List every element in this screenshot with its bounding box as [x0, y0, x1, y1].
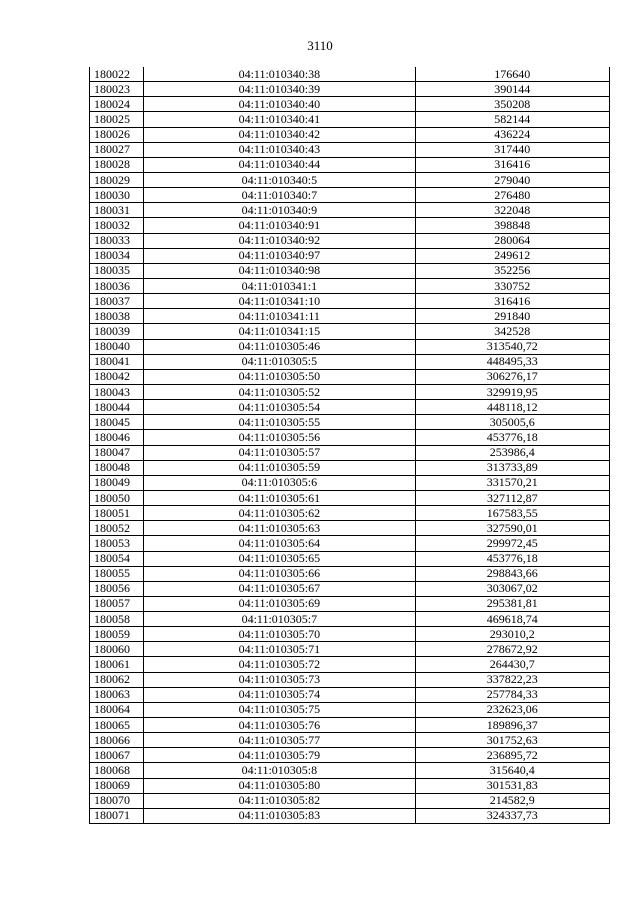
row-number-cell: 180046 [90, 430, 144, 445]
cadastral-number-cell: 04:11:010305:75 [144, 702, 416, 717]
cadastral-number-cell: 04:11:010341:10 [144, 294, 416, 309]
row-number-cell: 180049 [90, 475, 144, 490]
table-row [90, 369, 610, 384]
row-number-cell: 180057 [90, 596, 144, 611]
table-row [90, 233, 610, 248]
value-cell: 313540,72 [415, 339, 609, 354]
value-cell: 448495,33 [415, 354, 609, 369]
cadastral-number-cell: 04:11:010340:5 [144, 172, 416, 187]
table-row [90, 702, 610, 717]
cadastral-number-cell: 04:11:010305:7 [144, 612, 416, 627]
table-row [90, 218, 610, 233]
value-cell: 305005,6 [415, 415, 609, 430]
cadastral-number-cell: 04:11:010305:8 [144, 763, 416, 778]
cadastral-number-cell: 04:11:010305:55 [144, 415, 416, 430]
value-cell: 398848 [415, 218, 609, 233]
value-cell: 327590,01 [415, 521, 609, 536]
row-number-cell: 180062 [90, 672, 144, 687]
cadastral-number-cell: 04:11:010305:66 [144, 566, 416, 581]
table-row [90, 536, 610, 551]
row-number-cell: 180064 [90, 702, 144, 717]
row-number-cell: 180024 [90, 97, 144, 112]
cadastral-number-cell: 04:11:010305:5 [144, 354, 416, 369]
row-number-cell: 180038 [90, 309, 144, 324]
table-row [90, 82, 610, 97]
row-number-cell: 180041 [90, 354, 144, 369]
cadastral-number-cell: 04:11:010305:59 [144, 460, 416, 475]
table-row [90, 188, 610, 203]
row-number-cell: 180069 [90, 778, 144, 793]
cadastral-number-cell: 04:11:010305:61 [144, 490, 416, 505]
row-number-cell: 180027 [90, 142, 144, 157]
table-row [90, 309, 610, 324]
table-row [90, 748, 610, 763]
value-cell: 306276,17 [415, 369, 609, 384]
row-number-cell: 180061 [90, 657, 144, 672]
value-cell: 317440 [415, 142, 609, 157]
cadastral-number-cell: 04:11:010305:77 [144, 733, 416, 748]
table-row [90, 778, 610, 793]
cadastral-number-cell: 04:11:010305:56 [144, 430, 416, 445]
cadastral-number-cell: 04:11:010341:1 [144, 278, 416, 293]
row-number-cell: 180034 [90, 248, 144, 263]
table-row [90, 415, 610, 430]
table-row [90, 475, 610, 490]
cadastral-number-cell: 04:11:010340:92 [144, 233, 416, 248]
value-cell: 313733,89 [415, 460, 609, 475]
value-cell: 232623,06 [415, 702, 609, 717]
table-row [90, 612, 610, 627]
value-cell: 214582,9 [415, 793, 609, 808]
row-number-cell: 180050 [90, 490, 144, 505]
row-number-cell: 180028 [90, 157, 144, 172]
value-cell: 436224 [415, 127, 609, 142]
value-cell: 176640 [415, 67, 609, 82]
row-number-cell: 180036 [90, 278, 144, 293]
table-row [90, 718, 610, 733]
cadastral-number-cell: 04:11:010305:6 [144, 475, 416, 490]
row-number-cell: 180052 [90, 521, 144, 536]
table-row [90, 339, 610, 354]
value-cell: 453776,18 [415, 551, 609, 566]
row-number-cell: 180029 [90, 172, 144, 187]
cadastral-number-cell: 04:11:010305:82 [144, 793, 416, 808]
row-number-cell: 180039 [90, 324, 144, 339]
table-row [90, 627, 610, 642]
row-number-cell: 180056 [90, 581, 144, 596]
row-number-cell: 180059 [90, 627, 144, 642]
value-cell: 327112,87 [415, 490, 609, 505]
table-row [90, 248, 610, 263]
cadastral-number-cell: 04:11:010305:76 [144, 718, 416, 733]
row-number-cell: 180051 [90, 506, 144, 521]
data-table [89, 67, 610, 824]
table-row [90, 490, 610, 505]
row-number-cell: 180044 [90, 400, 144, 415]
value-cell: 331570,21 [415, 475, 609, 490]
value-cell: 330752 [415, 278, 609, 293]
value-cell: 291840 [415, 309, 609, 324]
value-cell: 342528 [415, 324, 609, 339]
row-number-cell: 180042 [90, 369, 144, 384]
cadastral-number-cell: 04:11:010340:41 [144, 112, 416, 127]
cadastral-number-cell: 04:11:010341:15 [144, 324, 416, 339]
row-number-cell: 180031 [90, 203, 144, 218]
value-cell: 448118,12 [415, 400, 609, 415]
cadastral-number-cell: 04:11:010340:44 [144, 157, 416, 172]
row-number-cell: 180068 [90, 763, 144, 778]
cadastral-number-cell: 04:11:010340:7 [144, 188, 416, 203]
table-row [90, 763, 610, 778]
row-number-cell: 180035 [90, 263, 144, 278]
cadastral-number-cell: 04:11:010305:83 [144, 808, 416, 823]
table-row [90, 142, 610, 157]
row-number-cell: 180055 [90, 566, 144, 581]
row-number-cell: 180037 [90, 294, 144, 309]
row-number-cell: 180054 [90, 551, 144, 566]
row-number-cell: 180045 [90, 415, 144, 430]
row-number-cell: 180063 [90, 687, 144, 702]
table-row [90, 97, 610, 112]
value-cell: 316416 [415, 157, 609, 172]
table-row [90, 521, 610, 536]
table-row [90, 566, 610, 581]
value-cell: 278672,92 [415, 642, 609, 657]
cadastral-number-cell: 04:11:010305:72 [144, 657, 416, 672]
value-cell: 236895,72 [415, 748, 609, 763]
value-cell: 316416 [415, 294, 609, 309]
cadastral-number-cell: 04:11:010305:62 [144, 506, 416, 521]
cadastral-number-cell: 04:11:010340:42 [144, 127, 416, 142]
cadastral-number-cell: 04:11:010340:43 [144, 142, 416, 157]
table-row [90, 581, 610, 596]
value-cell: 390144 [415, 82, 609, 97]
row-number-cell: 180053 [90, 536, 144, 551]
value-cell: 253986,4 [415, 445, 609, 460]
value-cell: 352256 [415, 263, 609, 278]
value-cell: 280064 [415, 233, 609, 248]
value-cell: 257784,33 [415, 687, 609, 702]
row-number-cell: 180023 [90, 82, 144, 97]
value-cell: 301752,63 [415, 733, 609, 748]
value-cell: 299972,45 [415, 536, 609, 551]
table-row [90, 793, 610, 808]
table-row [90, 733, 610, 748]
cadastral-number-cell: 04:11:010305:57 [144, 445, 416, 460]
row-number-cell: 180033 [90, 233, 144, 248]
value-cell: 189896,37 [415, 718, 609, 733]
cadastral-number-cell: 04:11:010340:38 [144, 67, 416, 82]
value-cell: 324337,73 [415, 808, 609, 823]
cadastral-number-cell: 04:11:010305:73 [144, 672, 416, 687]
table-row [90, 400, 610, 415]
cadastral-number-cell: 04:11:010340:98 [144, 263, 416, 278]
table-body [90, 67, 610, 824]
table-row [90, 460, 610, 475]
table-row [90, 657, 610, 672]
cadastral-number-cell: 04:11:010305:65 [144, 551, 416, 566]
table-row [90, 642, 610, 657]
cadastral-number-cell: 04:11:010305:70 [144, 627, 416, 642]
row-number-cell: 180058 [90, 612, 144, 627]
row-number-cell: 180070 [90, 793, 144, 808]
cadastral-number-cell: 04:11:010340:39 [144, 82, 416, 97]
cadastral-number-cell: 04:11:010305:63 [144, 521, 416, 536]
table-row [90, 384, 610, 399]
page-number: 3110 [307, 38, 333, 53]
value-cell: 264430,7 [415, 657, 609, 672]
cadastral-number-cell: 04:11:010305:69 [144, 596, 416, 611]
table-row [90, 672, 610, 687]
row-number-cell: 180066 [90, 733, 144, 748]
cadastral-number-cell: 04:11:010305:46 [144, 339, 416, 354]
row-number-cell: 180071 [90, 808, 144, 823]
cadastral-number-cell: 04:11:010305:79 [144, 748, 416, 763]
row-number-cell: 180026 [90, 127, 144, 142]
cadastral-number-cell: 04:11:010340:40 [144, 97, 416, 112]
table-row [90, 263, 610, 278]
row-number-cell: 180030 [90, 188, 144, 203]
value-cell: 337822,23 [415, 672, 609, 687]
value-cell: 453776,18 [415, 430, 609, 445]
table-row [90, 157, 610, 172]
row-number-cell: 180065 [90, 718, 144, 733]
value-cell: 298843,66 [415, 566, 609, 581]
row-number-cell: 180047 [90, 445, 144, 460]
cadastral-number-cell: 04:11:010305:50 [144, 369, 416, 384]
table-row [90, 506, 610, 521]
value-cell: 582144 [415, 112, 609, 127]
table-row [90, 354, 610, 369]
table-row [90, 596, 610, 611]
cadastral-number-cell: 04:11:010305:71 [144, 642, 416, 657]
value-cell: 303067,02 [415, 581, 609, 596]
cadastral-number-cell: 04:11:010305:64 [144, 536, 416, 551]
value-cell: 249612 [415, 248, 609, 263]
cadastral-number-cell: 04:11:010340:9 [144, 203, 416, 218]
row-number-cell: 180060 [90, 642, 144, 657]
table-row [90, 445, 610, 460]
row-number-cell: 180025 [90, 112, 144, 127]
row-number-cell: 180043 [90, 384, 144, 399]
value-cell: 279040 [415, 172, 609, 187]
value-cell: 295381,81 [415, 596, 609, 611]
table-row [90, 687, 610, 702]
value-cell: 315640,4 [415, 763, 609, 778]
row-number-cell: 180067 [90, 748, 144, 763]
table-row [90, 127, 610, 142]
value-cell: 301531,83 [415, 778, 609, 793]
value-cell: 350208 [415, 97, 609, 112]
value-cell: 322048 [415, 203, 609, 218]
value-cell: 293010,2 [415, 627, 609, 642]
row-number-cell: 180040 [90, 339, 144, 354]
value-cell: 469618,74 [415, 612, 609, 627]
table-row [90, 430, 610, 445]
cadastral-number-cell: 04:11:010305:52 [144, 384, 416, 399]
table-row [90, 278, 610, 293]
table-row [90, 112, 610, 127]
cadastral-number-cell: 04:11:010340:97 [144, 248, 416, 263]
table-row [90, 324, 610, 339]
table-row [90, 67, 610, 82]
row-number-cell: 180022 [90, 67, 144, 82]
table-row [90, 203, 610, 218]
value-cell: 276480 [415, 188, 609, 203]
row-number-cell: 180032 [90, 218, 144, 233]
cadastral-number-cell: 04:11:010305:54 [144, 400, 416, 415]
cadastral-number-cell: 04:11:010305:67 [144, 581, 416, 596]
value-cell: 329919,95 [415, 384, 609, 399]
table-row [90, 551, 610, 566]
cadastral-number-cell: 04:11:010340:91 [144, 218, 416, 233]
value-cell: 167583,55 [415, 506, 609, 521]
row-number-cell: 180048 [90, 460, 144, 475]
table-row [90, 808, 610, 823]
cadastral-number-cell: 04:11:010305:80 [144, 778, 416, 793]
table-row [90, 294, 610, 309]
table-row [90, 172, 610, 187]
cadastral-number-cell: 04:11:010305:74 [144, 687, 416, 702]
cadastral-number-cell: 04:11:010341:11 [144, 309, 416, 324]
